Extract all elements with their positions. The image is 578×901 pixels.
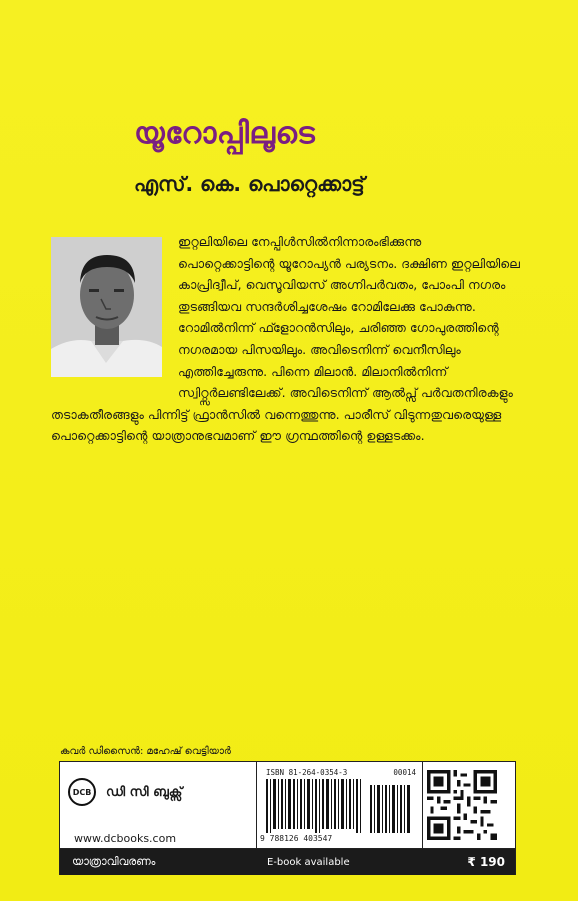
genre-label: യാത്രാവിവരണം <box>72 855 156 868</box>
barcode-icon <box>266 779 414 833</box>
author-name: എസ്. കെ. പൊറ്റെക്കാട്ട് <box>134 172 365 196</box>
price-label: ₹ 190 <box>467 855 505 869</box>
publisher-website: www.dcbooks.com <box>74 832 177 845</box>
ebook-label: E-book available <box>267 856 350 868</box>
barcode-number: 9 788126 403547 <box>260 834 333 843</box>
qr-code-icon <box>427 770 497 840</box>
cover-design-credit: കവർ ഡിസൈൻ: മഹേഷ് വെട്ടിയാർ <box>60 746 231 757</box>
barcode-addon: 00014 <box>393 768 416 777</box>
divider <box>422 762 423 848</box>
book-title: യൂറോപ്പിലൂടെ <box>134 116 316 151</box>
author-photo <box>51 237 162 377</box>
publisher-name: ഡി സി ബുക്സ് <box>106 784 183 800</box>
publisher-panel <box>59 761 516 875</box>
barcode-block <box>260 768 418 848</box>
info-bar <box>60 849 515 875</box>
blurb-text: ഇറ്റലിയിലെ നേപ്പിൾസിൽനിന്നാരംഭിക്കുന്നു പൊറ്റെക്കാട്ടിന്റെ യൂറോപ്യൻ പര്യടനം. ദക്ഷിണ ഇറ്റലിയിലെ കാപ്രിദ്വീപ്, വെസൂവിയസ് അഗ്നിപർവതം, പോംപി നഗരം തുടങ്ങിയവ സന്ദർശിച്ചശേഷം റോമിലേക്കു പോകുന്നു. റോമിൽനിന്ന് ഫ്ളോറൻസിലും, ചരിഞ്ഞ ഗോപുരത്തിന്റെ നഗരമായ പിസയിലും. അവിടെനിന്ന് വെനീസിലും എത്തിച്ചേരുന്നു. പിന്നെ മിലാൻ. മിലാനിൽനിന്ന് സ്വിറ്റ്സർലണ്ടിലേക്ക്. അവിടെനിന്ന് ആൽപ്സ് പർവതനിരകളും തടാകതീരങ്ങളും പിന്നിട്ട് ഫ്രാൻസിൽ വന്നെത്തുന്നു. പാരീസ് വിടുന്നതുവരെയുള്ള പൊറ്റെക്കാട്ടിന്റെ യാത്രാനുഭവമാണ് ഈ ഗ്രന്ഥത്തിന്റെ ഉള്ളടക്കം. <box>51 234 521 444</box>
dc-books-logo-icon: DCB <box>68 778 96 806</box>
divider <box>256 762 257 848</box>
publisher-block <box>68 778 182 806</box>
isbn-label: ISBN 81-264-0354-3 <box>266 768 348 777</box>
